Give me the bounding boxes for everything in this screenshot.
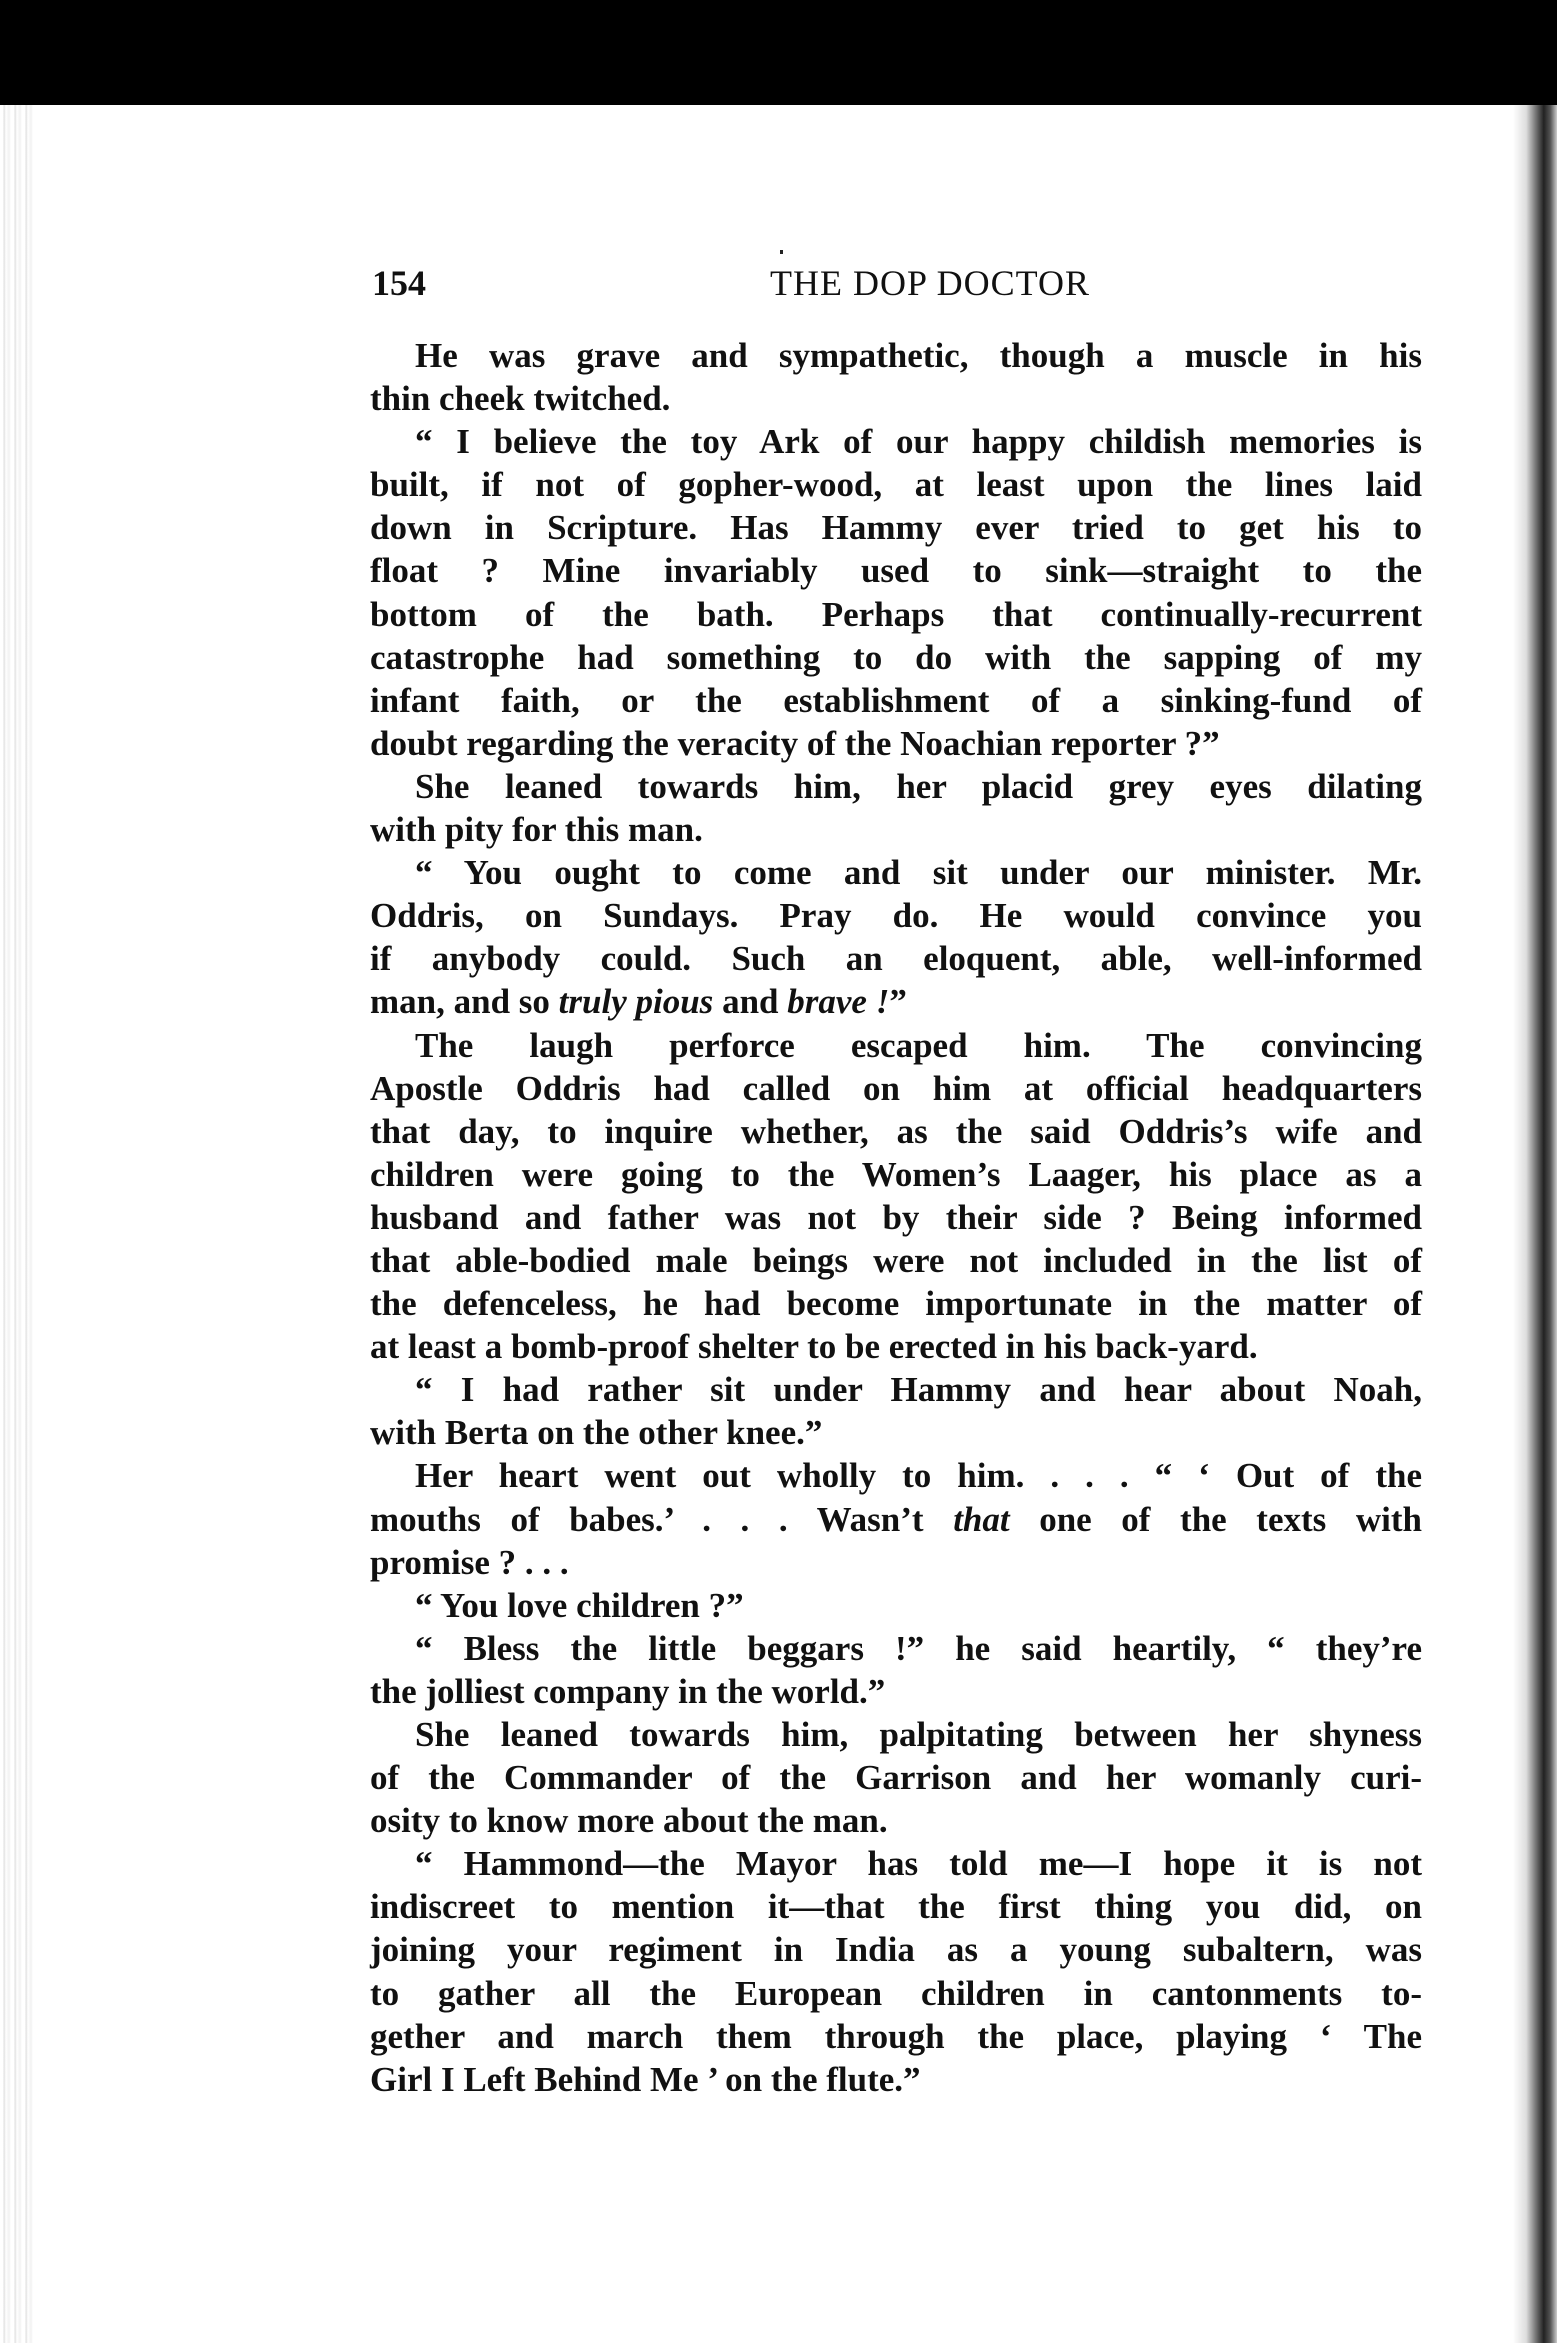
- text-line: gether and march them through the place, playing ‘ The: [370, 2016, 1422, 2056]
- text-line: husband and father was not by their side ? Being informed: [370, 1197, 1422, 1237]
- text-line: “ Hammond—the Mayor has told me—I hope it is not: [415, 1844, 1422, 1884]
- text-line: Girl I Left Behind Me ’ on the flute.”: [370, 2059, 921, 2099]
- text-line: bottom of the bath. Perhaps that continually-recurrent: [370, 594, 1422, 634]
- text-line: She leaned towards him, palpitating between her shyness: [415, 1715, 1422, 1754]
- scan-top-border: [0, 0, 1557, 105]
- text-line: the defenceless, he had become importunate in the matter of: [370, 1284, 1422, 1324]
- text-line: if anybody could. Such an eloquent, able, well-informed: [370, 939, 1422, 979]
- text-line: with pity for this man.: [370, 810, 703, 850]
- text-segment: and: [713, 982, 788, 1022]
- text-line: She leaned towards him, her placid grey eyes dilating: [415, 766, 1422, 806]
- italic-text: truly pious: [558, 982, 714, 1022]
- scan-left-edge: [0, 105, 34, 2343]
- text-line: [370, 980, 1422, 1023]
- text-line: the jolliest company in the world.”: [370, 1671, 886, 1711]
- text-line: indiscreet to mention it—that the first thing you did, on: [370, 1887, 1422, 1927]
- text-line: “ You love children ?”: [415, 1585, 744, 1625]
- text-line: that able-bodied male beings were not included in the list of: [370, 1240, 1422, 1280]
- text-line: that day, to inquire whether, as the said Oddris’s wife and: [370, 1111, 1422, 1151]
- text-line: thin cheek twitched.: [370, 379, 671, 419]
- text-segment: mouths of babes.’ . . . Wasn’t: [370, 1499, 954, 1539]
- text-line: joining your regiment in India as a young subaltern, was: [370, 1930, 1422, 1970]
- text-line: Apostle Oddris had called on him at official headquarters: [370, 1068, 1422, 1108]
- text-line: with Berta on the other knee.”: [370, 1413, 823, 1453]
- text-line: to gather all the European children in cantonments to-: [370, 1973, 1422, 2013]
- text-line: He was grave and sympathetic, though a muscle in his: [415, 336, 1422, 375]
- running-title: THE DOP DOCTOR: [769, 263, 1091, 303]
- text-line: at least a bomb-proof shelter to be erected in his back-yard.: [370, 1327, 1258, 1367]
- print-speck: [780, 250, 783, 254]
- text-segment: ”: [889, 982, 907, 1022]
- text-line: float ? Mine invariably used to sink—straight to the: [370, 551, 1422, 591]
- text-line: doubt regarding the veracity of the Noachian reporter ?”: [370, 723, 1220, 763]
- text-line: “ I believe the toy Ark of our happy childish memories is: [415, 422, 1422, 462]
- text-line: “ You ought to come and sit under our minister. Mr.: [415, 853, 1422, 893]
- scan-right-edge: [1513, 105, 1557, 2343]
- text-line: Her heart went out wholly to him. . . . “ ‘ Out of the: [415, 1456, 1422, 1496]
- text-line: osity to know more about the man.: [370, 1801, 888, 1841]
- italic-text: that: [953, 1499, 1010, 1539]
- text-line: [370, 1498, 1422, 1541]
- page-number: 154: [372, 263, 426, 303]
- text-line: “ Bless the little beggars !” he said heartily, “ they’re: [415, 1628, 1422, 1668]
- text-line: infant faith, or the establishment of a sinking-fund of: [370, 680, 1422, 720]
- text-segment: one of the texts with: [1009, 1499, 1422, 1539]
- text-line: of the Commander of the Garrison and her womanly curi-: [370, 1758, 1422, 1798]
- text-line: children were going to the Women’s Laager, his place as a: [370, 1154, 1422, 1194]
- text-line: down in Scripture. Has Hammy ever tried to get his to: [370, 508, 1422, 548]
- text-line: Oddris, on Sundays. Pray do. He would convince you: [370, 896, 1422, 936]
- text-line: built, if not of gopher-wood, at least upon the lines laid: [370, 465, 1422, 505]
- text-line: “ I had rather sit under Hammy and hear about Noah,: [415, 1370, 1422, 1410]
- text-line: catastrophe had something to do with the sapping of my: [370, 637, 1422, 677]
- text-line: The laugh perforce escaped him. The convincing: [415, 1025, 1422, 1065]
- italic-text: brave !: [787, 982, 890, 1022]
- text-line: promise ? . . .: [370, 1542, 569, 1582]
- text-segment: man, and so: [370, 982, 559, 1022]
- page-body: [370, 334, 1422, 2101]
